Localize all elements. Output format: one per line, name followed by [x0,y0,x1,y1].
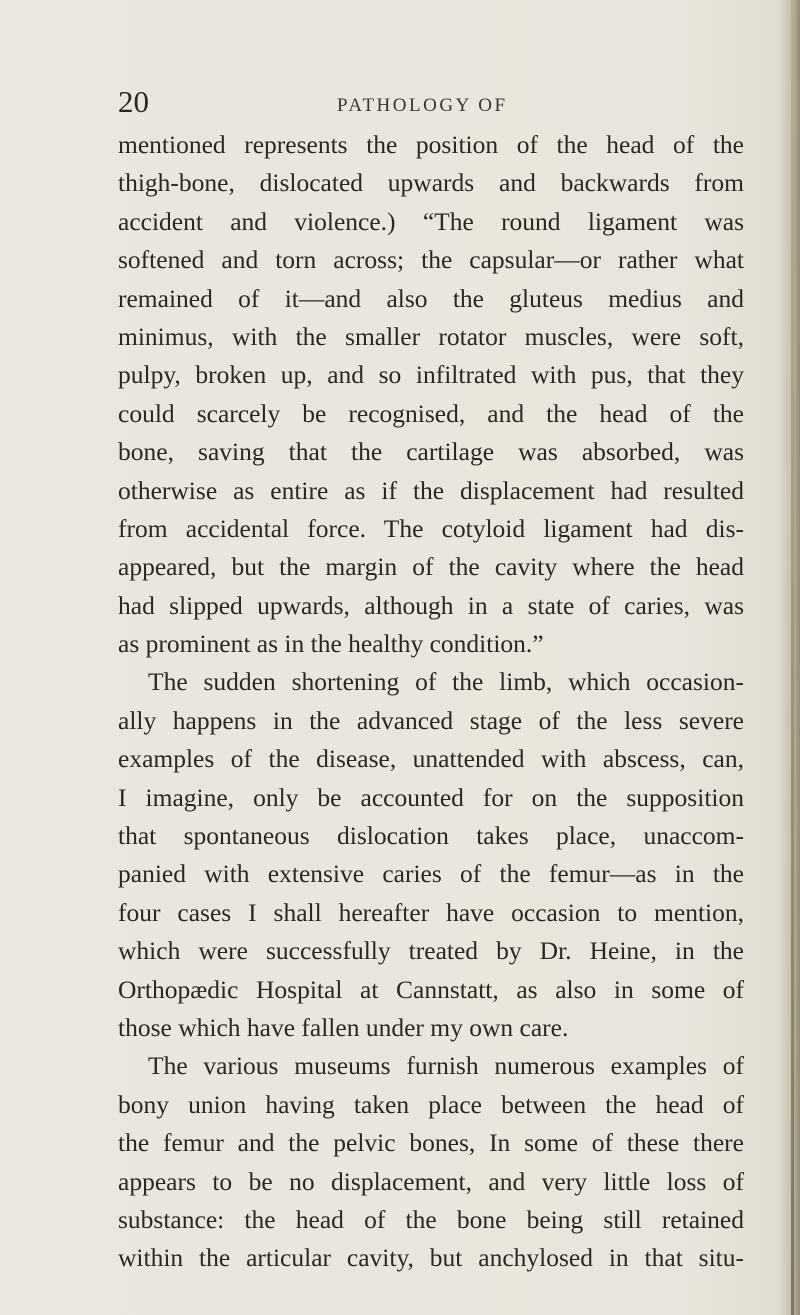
text-line: remained of it—and also the gluteus medius and [118,283,744,313]
text-line: had slipped upwards, although in a state of caries, was [118,590,744,620]
page-header [0,84,800,124]
text-line: four cases I shall hereafter have occasion to mention, [118,897,744,927]
page-edge-binding [791,0,794,1315]
text-line: minimus, with the smaller rotator muscles, were soft, [118,321,744,351]
text-line: accident and violence.) “The round ligament was [118,206,744,236]
text-line: which were successfully treated by Dr. Heine, in the [118,936,744,966]
text-line: bony union having taken place between the head of [118,1089,744,1119]
text-line: The sudden shortening of the limb, which occasion- [148,667,744,697]
text-line: pulpy, broken up, and so infiltrated with pus, that they [118,360,744,390]
paragraph [118,126,744,663]
text-line: appeared, but the margin of the cavity where the head [118,552,744,582]
text-line: from accidental force. The cotyloid ligament had dis- [118,513,744,543]
text-line: ally happens in the advanced stage of the less severe [118,705,744,735]
page-number: 20 [118,84,149,119]
text-line: substance: the head of the bone being still retained [118,1204,744,1234]
text-line: Orthopædic Hospital at Cannstatt, as also in some of [118,974,744,1004]
paragraph [118,1047,744,1277]
text-line: could scarcely be recognised, and the head of the [118,398,744,428]
text-line: softened and torn across; the capsular—or rather what [118,245,744,275]
running-head: PATHOLOGY OF [337,95,508,116]
text-line: within the articular cavity, but anchylosed in that situ- [118,1243,744,1273]
text-line: panied with extensive caries of the femur—as in the [118,859,744,889]
text-line: bone, saving that the cartilage was absorbed, was [118,437,744,467]
text-line: I imagine, only be accounted for on the supposition [118,782,744,812]
text-line: that spontaneous dislocation takes place, unaccom- [118,821,744,851]
text-line: The various museums furnish numerous examples of [148,1051,744,1081]
text-line: examples of the disease, unattended with abscess, can, [118,744,744,774]
body-text [118,126,744,1278]
text-line: mentioned represents the position of the head of the [118,130,744,159]
text-line: those which have fallen under my own care. [118,1012,569,1042]
text-line: the femur and the pelvic bones, In some of these there [118,1128,744,1158]
text-line: appears to be no displacement, and very little loss of [118,1166,744,1196]
text-line: otherwise as entire as if the displacement had resulted [118,475,744,505]
text-line: as prominent as in the healthy condition.” [118,629,544,659]
page-edge-shadow [778,0,800,1315]
text-line: thigh-bone, dislocated upwards and backwards from [118,168,744,198]
paragraph [118,663,744,1047]
